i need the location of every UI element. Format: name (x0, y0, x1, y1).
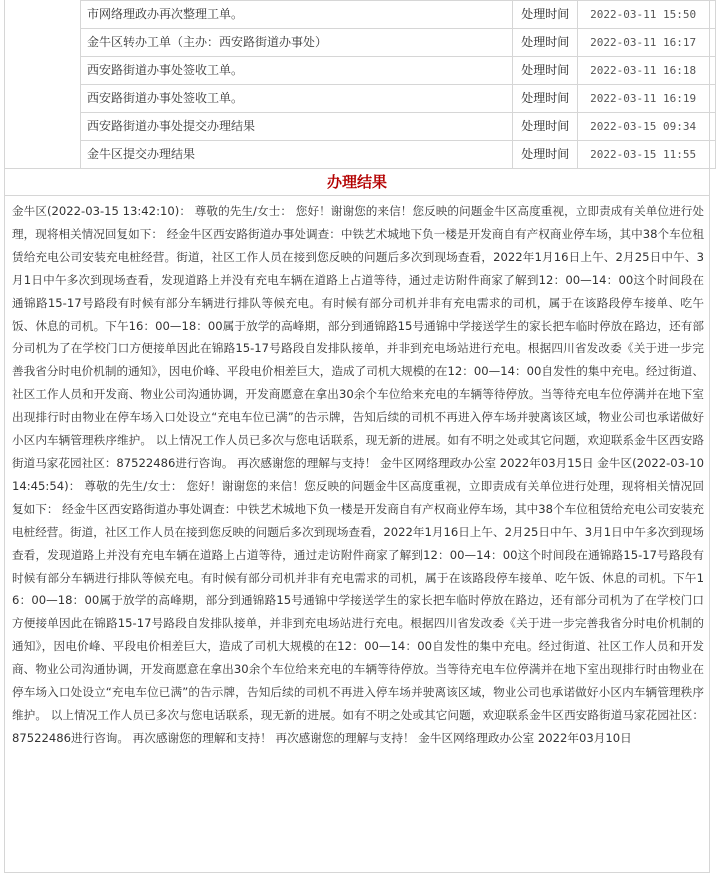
process-action: 处理时间 (513, 1, 578, 29)
process-table (80, 0, 716, 169)
process-desc: 金牛区提交办理结果 (81, 141, 513, 169)
process-time: 2022-03-15 11:55 (578, 141, 716, 169)
process-desc: 市网络理政办再次整理工单。 (81, 1, 513, 29)
process-time: 2022-03-15 09:34 (578, 113, 716, 141)
process-action: 处理时间 (513, 113, 578, 141)
process-desc: 金牛区转办工单（主办：西安路街道办事处） (81, 29, 513, 57)
result-section-title: 办理结果 (4, 168, 710, 196)
process-desc: 西安路街道办事处签收工单。 (81, 85, 513, 113)
process-time: 2022-03-11 16:17 (578, 29, 716, 57)
table-row (81, 57, 716, 85)
table-row (81, 29, 716, 57)
process-action: 处理时间 (513, 57, 578, 85)
process-time: 2022-03-11 16:18 (578, 57, 716, 85)
process-desc: 西安路街道办事处提交办理结果 (81, 113, 513, 141)
table-row (81, 1, 716, 29)
table-row (81, 85, 716, 113)
process-time: 2022-03-11 15:50 (578, 1, 716, 29)
table-row (81, 141, 716, 169)
process-action: 处理时间 (513, 85, 578, 113)
process-action: 处理时间 (513, 141, 578, 169)
process-time: 2022-03-11 16:19 (578, 85, 716, 113)
process-action: 处理时间 (513, 29, 578, 57)
process-desc: 西安路街道办事处签收工单。 (81, 57, 513, 85)
result-body-text: 金牛区(2022-03-15 13:42:10)： 尊敬的先生/女士： 您好！谢谢您的来信！您反映的问题金牛区高度重视，立即责成有关单位进行处理，现将相关情况回复如下： 经金牛区西安路街道办事处调查：中铁艺术城地下负一楼是开发商自有产权商业停车场，其中38个车位租赁给充电公司安装充电桩经营。街道，社区工作人员在接到您反映的问题后多次到现场查看，2022年1月16日上午、2月25日中午、3月1日中午多次到现场查看，发现道路上并没有充电车辆在道路上占道等待，通过走访附件商家了解到12：00—14：00这个时间段在通锦路15-17号路段有时候有部分车辆进行排队等候充电。有时候有部分司机并非有充电需求的司机，属于在该路段停车接单、吃午饭、休息的司机。下午16：00—18：00属于放学的高峰期，部分到通锦路15号通锦中学接送学生的家长把车临时停放在路边，还有部分司机为了在学校门口方便接单因此在锦路15-17号路段自发排队接单，并非到充电场站进行充电。根据四川省发改委《关于进一步完善我省分时电价机制的通知》，因电价峰、平段电价相差巨大，造成了司机大规模的在12：00—14：00自发性的集中充电。经过街道、社区工作人员和开发商、物业公司沟通协调，开发商愿意在拿出30余个车位给来充电的车辆等待停放。当等待充电车位停满并在地下室出现排行时由物业在停车场入口处设立“充电车位已满”的告示牌，告知后续的司机不再进入停车场并驶离该区域，物业公司也承诺做好小区内车辆管理秩序维护。 以上情况工作人员已多次与您电话联系，现无新的进展。如有不明之处或其它问题，欢迎联系金牛区西安路街道马家花园社区：87522486进行咨询。 再次感谢您的理解与支持！ 金牛区网络理政办公室 2022年03月15日 金牛区(2022-03-10 14:45:54)： 尊敬的先生/女士： 您好！谢谢您的来信！您反映的问题金牛区高度重视，立即责成有关单位进行处理，现将相关情况回复如下： 经金牛区西安路街道办事处调查：中铁艺术城地下负一楼是开发商自有产权商业停车场，其中38个车位租赁给充电公司安装充电桩经营。街道，社区工作人员在接到您反映的问题后多次到现场查看，2022年1月16日上午、2月25日中午、3月1日中午多次到现场查看，发现道路上并没有充电车辆在道路上占道等待，通过走访附件商家了解到12：00—14：00这个时间段在通锦路15-17号路段有时候有部分车辆进行排队等候充电。有时候有部分司机并非有充电需求的司机，属于在该路段停车接单、吃午饭、休息的司机。下午16：00—18：00属于放学的高峰期，部分到通锦路15号通锦中学接送学生的家长把车临时停放在路边，还有部分司机为了在学校门口方便接单因此在锦路15-17号路段自发排队接单，并非到充电场站进行充电。根据四川省发改委《关于进一步完善我省分时电价机制的通知》，因电价峰、平段电价相差巨大，造成了司机大规模的在12：00—14：00自发性的集中充电。经过街道、社区工作人员和开发商、物业公司沟通协调，开发商愿意在拿出30余个车位给来充电的车辆等待停放。当等待充电车位停满并在地下室出现排行时由物业在停车场入口处设立“充电车位已满”的告示牌，告知后续的司机不再进入停车场并驶离该区域，物业公司也承诺做好小区内车辆管理秩序维护。 以上情况工作人员已多次与您电话联系，现无新的进展。如有不明之处或其它问题，欢迎联系金牛区西安路街道马家花园社区：87522486进行咨询。 再次感谢您的理解和支持！ 再次感谢您的理解与支持！ 金牛区网络理政办公室 2022年03月10日 (12, 204, 705, 745)
table-row (81, 113, 716, 141)
